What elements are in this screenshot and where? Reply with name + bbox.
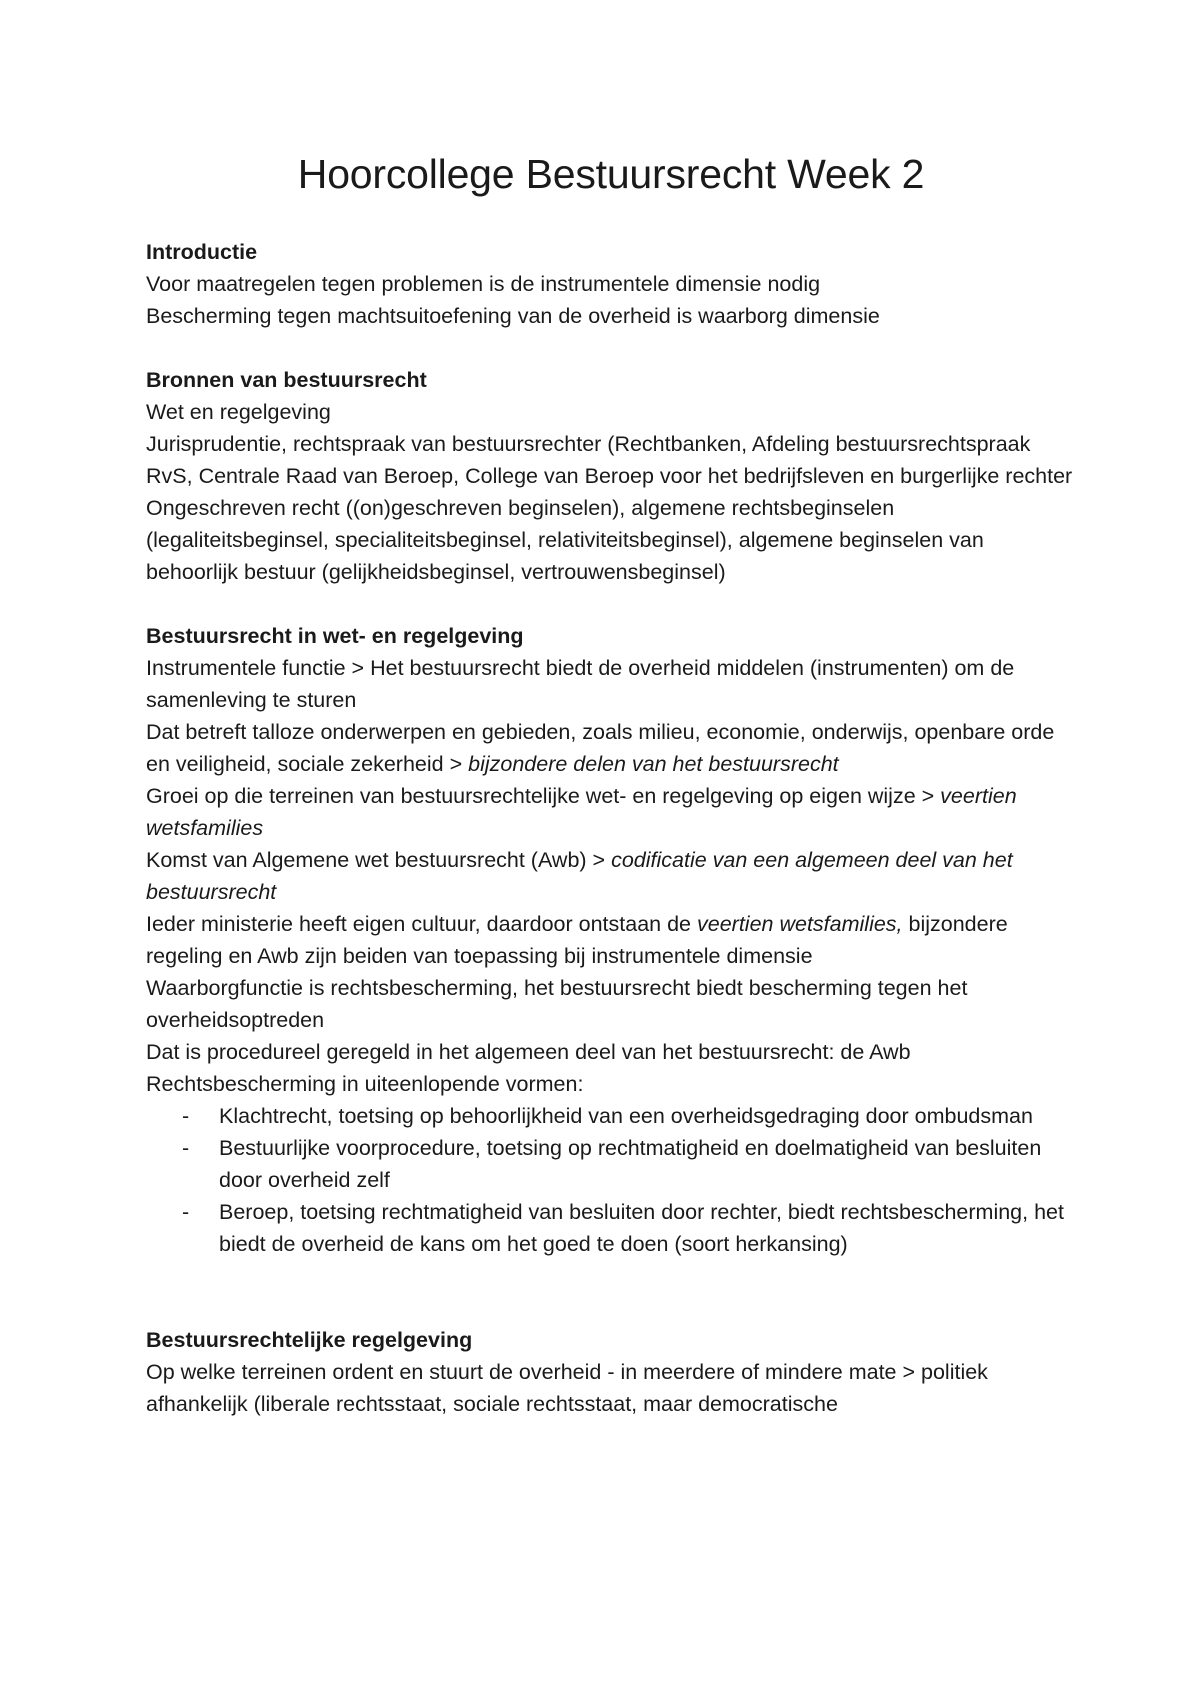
dash-bullet: - xyxy=(182,1104,190,1128)
section-wet-en-regelgeving xyxy=(146,620,1080,1260)
list-item-text: Klachtrecht, toetsing op behoorlijkheid van een overheidsgedraging door ombudsman xyxy=(219,1104,1033,1128)
paragraph: Rechtsbescherming in uiteenlopende vormen: xyxy=(146,1072,584,1096)
list-item-text: Bestuurlijke voorprocedure, toetsing op rechtmatigheid en doelmatigheid van besluiten door overheid zelf xyxy=(219,1136,1042,1192)
text-run: Groei op die terreinen van bestuursrechtelijke wet- en regelgeving op eigen wijze > xyxy=(146,784,941,808)
italic-text: bijzondere delen van het bestuursrecht xyxy=(468,752,839,776)
text-run: Ieder ministerie heeft eigen cultuur, daardoor ontstaan de xyxy=(146,912,697,936)
section-heading: Bestuursrecht in wet- en regelgeving xyxy=(146,624,524,648)
list-item xyxy=(182,1132,1076,1196)
section-heading: Introductie xyxy=(146,240,258,264)
text-run: Dat betreft talloze onderwerpen en gebieden, zoals milieu, economie, onderwijs, openbare orde en veiligheid, sociale zekerheid > xyxy=(146,720,1055,776)
paragraph: Bescherming tegen machtsuitoefening van de overheid is waarborg dimensie xyxy=(146,304,880,328)
list-item xyxy=(182,1196,1076,1260)
paragraph: Jurisprudentie, rechtspraak van bestuursrechter (Rechtbanken, Afdeling bestuursrechtspraak RvS, Centrale Raad van Beroep, College van Beroep voor het bedrijfsleven en burgerlijke rechter xyxy=(146,432,1073,488)
section-introductie xyxy=(146,236,1080,332)
paragraph xyxy=(146,780,1076,844)
dash-list xyxy=(146,1100,1076,1260)
dash-bullet: - xyxy=(182,1136,190,1160)
paragraph: Wet en regelgeving xyxy=(146,400,331,424)
section-heading: Bronnen van bestuursrecht xyxy=(146,368,427,392)
paragraph xyxy=(146,716,1076,780)
italic-text: veertien wetsfamilies, xyxy=(697,912,903,936)
paragraph xyxy=(146,908,1076,972)
text-run: Komst van Algemene wet bestuursrecht (Awb) > xyxy=(146,848,612,872)
list-item-text: Beroep, toetsing rechtmatigheid van besluiten door rechter, biedt rechtsbescherming, het biedt de overheid de kans om het goed te doen (soort herkansing) xyxy=(219,1200,1064,1256)
paragraph xyxy=(146,844,1076,908)
paragraph: Waarborgfunctie is rechtsbescherming, het bestuursrecht biedt bescherming tegen het overheidsoptreden xyxy=(146,976,968,1032)
list-item xyxy=(182,1100,1076,1132)
section-bronnen xyxy=(146,364,1080,588)
section-bestuursrechtelijke-regelgeving xyxy=(146,1324,1080,1420)
paragraph: Instrumentele functie > Het bestuursrecht biedt de overheid middelen (instrumenten) om de samenleving te sturen xyxy=(146,656,1015,712)
paragraph: Voor maatregelen tegen problemen is de instrumentele dimensie nodig xyxy=(146,272,821,296)
paragraph: Dat is procedureel geregeld in het algemeen deel van het bestuursrecht: de Awb xyxy=(146,1040,911,1064)
section-heading: Bestuursrechtelijke regelgeving xyxy=(146,1328,473,1352)
italic-text: veertien wetsfamilies xyxy=(146,784,1017,840)
text-run: bijzondere regeling en Awb zijn beiden van toepassing bij instrumentele dimensie xyxy=(146,912,1008,968)
paragraph: Ongeschreven recht ((on)geschreven beginselen), algemene rechtsbeginselen (legaliteitsbeginsel, specialiteitsbeginsel, relativiteitsbeginsel), algemene beginselen van behoorlijk bestuur (gelijkheidsbeginsel, vertrouwensbeginsel) xyxy=(146,496,984,584)
document-title: Hoorcollege Bestuursrecht Week 2 xyxy=(297,151,925,197)
paragraph: Op welke terreinen ordent en stuurt de overheid - in meerdere of mindere mate > politiek afhankelijk (liberale rechtsstaat, sociale rechtsstaat, maar democratische xyxy=(146,1360,988,1416)
italic-text: codificatie van een algemeen deel van het bestuursrecht xyxy=(146,848,1013,904)
dash-bullet: - xyxy=(182,1200,190,1224)
